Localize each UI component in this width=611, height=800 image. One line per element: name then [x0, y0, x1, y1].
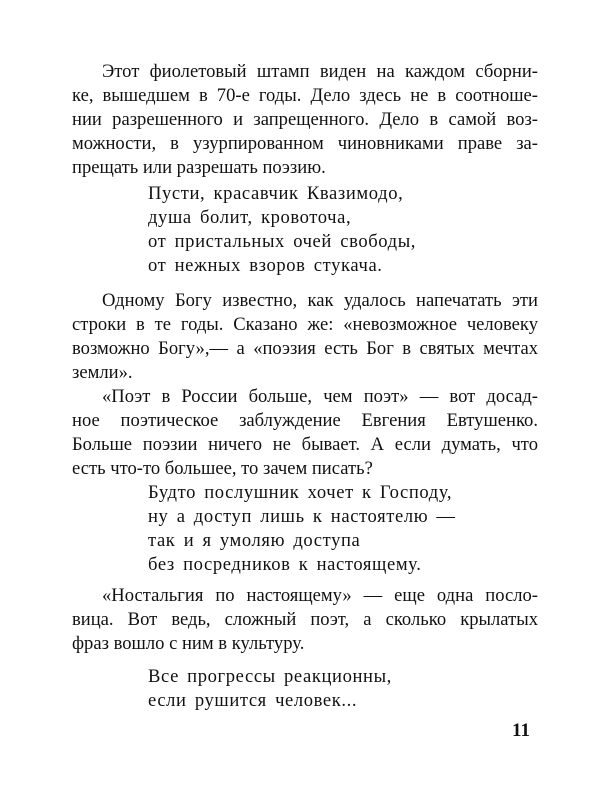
poem-line: от нежных взоров стукача. — [148, 255, 383, 276]
poem-novice — [148, 481, 456, 577]
text-line: земли». — [72, 362, 133, 383]
poem-line: от пристальных очей свободы, — [148, 231, 417, 252]
poem-line: Пусти, красавчик Квазимодо, — [148, 183, 404, 204]
text-line: строки в те годы. Сказано же: «невозможное человеку — [72, 314, 538, 335]
text-line: ке, вышедшем в 70-е годы. Дело здесь не в соотноше- — [72, 85, 538, 106]
text-line: Больше поэзии ничего не бывает. А если думать, что — [72, 434, 538, 455]
paragraph-nostalgia — [72, 584, 538, 656]
text-line: прещать или разрешать поэзию. — [72, 157, 326, 178]
poem-line: душа болит, кровоточа, — [148, 207, 352, 228]
text-line: ное поэтическое заблуждение Евгения Евтушенко. — [72, 410, 538, 431]
paragraph-stamp — [72, 60, 538, 180]
poem-progress — [148, 665, 392, 713]
text-line: фраз вошло с ним в культуру. — [72, 633, 305, 654]
poem-line: так и я умоляю доступа — [148, 530, 361, 551]
paragraph-poet-in-russia — [72, 385, 538, 481]
text-line: можности, в узурпированном чиновниками праве за- — [72, 133, 538, 154]
poem-line: ну а доступ лишь к настоятелю — — [148, 506, 456, 527]
page-number: 11 — [512, 720, 530, 741]
text-line: «Ностальгия по настоящему» — еще одна посло- — [102, 585, 538, 606]
poem-line: Все прогрессы реакционны, — [148, 666, 392, 687]
text-line: возможно Богу»,— а «поэзия есть Бог в святых мечтах — [72, 338, 538, 359]
poem-line: без посредников к настоящему. — [148, 554, 422, 575]
paragraph-god — [72, 289, 538, 385]
text-line: «Поэт в России больше, чем поэт» — вот досад- — [102, 386, 538, 407]
poem-line: Будто послушник хочет к Господу, — [148, 482, 453, 503]
text-line: нии разрешенного и запрещенного. Дело в самой воз- — [72, 109, 538, 130]
poem-quasimodo — [148, 182, 416, 278]
text-line: Этот фиолетовый штамп виден на каждом сборни- — [102, 61, 538, 82]
text-line: есть что-то большее, то зачем писать? — [72, 458, 373, 479]
text-line: Одному Богу известно, как удалось напечатать эти — [102, 290, 538, 311]
poem-line: если рушится человек... — [148, 690, 358, 711]
text-line: вица. Вот ведь, сложный поэт, а сколько крылатых — [72, 609, 538, 630]
